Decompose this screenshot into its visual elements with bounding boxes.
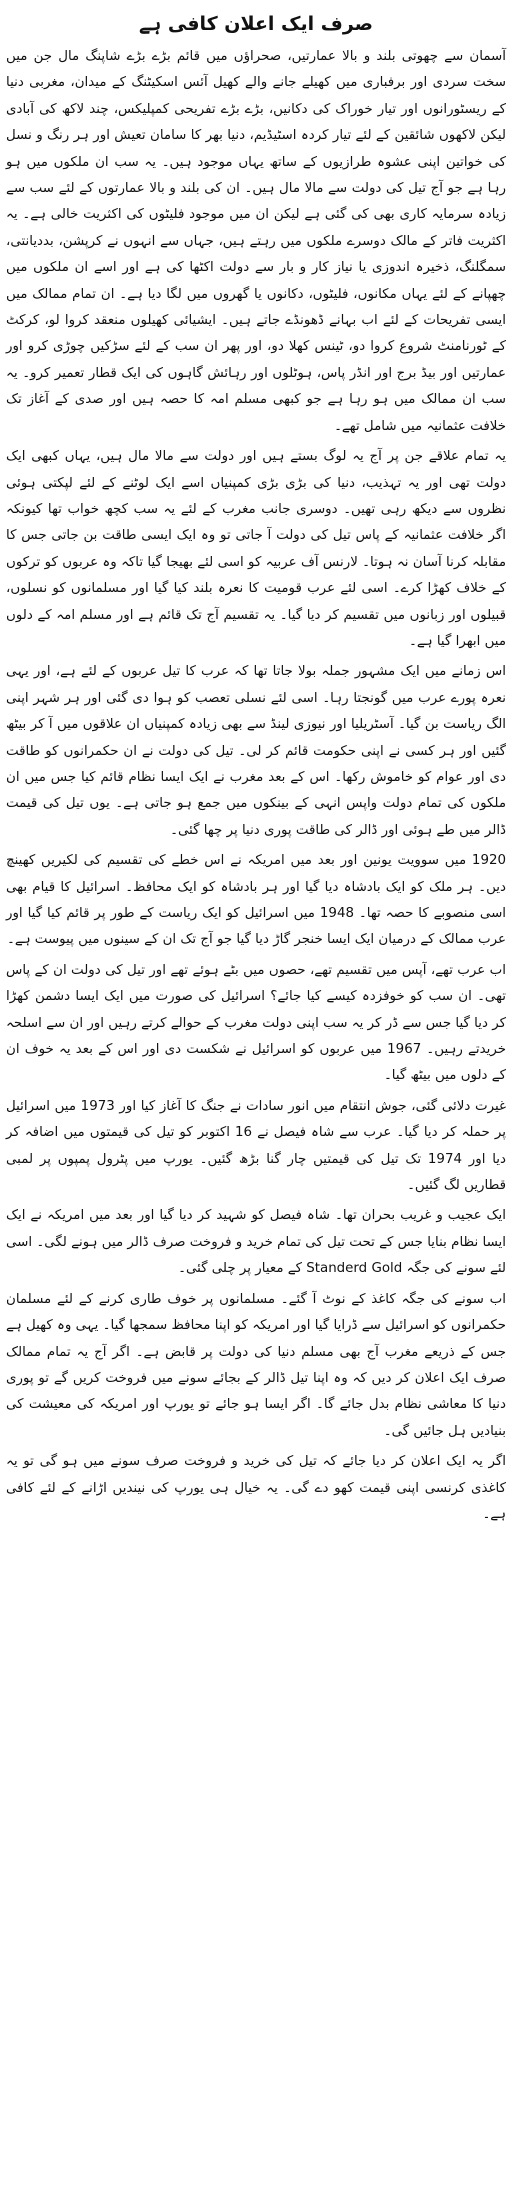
article-title: صرف ایک اعلان کافی ہے bbox=[138, 13, 374, 35]
article-paragraph: اب عرب تھے، آپس میں تقسیم تھے، حصوں میں بٹے ہوئے تھے اور تیل کی دولت ان کے پاس تھی۔ ان سب کو خوفزدہ کیسے کیا جائے؟ اسرائیل کی صورت میں ایک ایسا دشمن کھڑا کر دیا گیا جس سے ڈر کر یہ سب اپنی دولت مغرب کے حوالے کرتے رہیں اور ان سے اسلحہ خریدتے رہیں۔ 1967 میں عربوں کو اسرائیل نے شکست دی اور اس کے بعد یہ خوف ان کے دلوں میں بیٹھ گیا۔ bbox=[6, 962, 506, 1084]
article-paragraph: اس زمانے میں ایک مشہور جملہ بولا جاتا تھا کہ عرب کا تیل عربوں کے لئے ہے، اور یہی نعرہ پورے عرب میں گونجتا رہا۔ اسی لئے نسلی تعصب کو ہوا دی گئی اور ہر شہر اپنی الگ ریاست بن گیا۔ آسٹریلیا اور نیوزی لینڈ سے بھی زیادہ کمپنیاں ان علاقوں میں آ کر بیٹھ گئیں اور ہر کسی نے اپنی حکومت قائم کر لی۔ تیل کی دولت نے ان حکمرانوں کو طاقت دی اور عوام کو خاموش رکھا۔ اس کے بعد مغرب نے ایک ایسا نظام قائم کیا جس میں ان ملکوں کی تمام دولت واپس انہی کے بینکوں میں جمع ہو جاتی ہے۔ یوں تیل کی قیمت ڈالر میں طے ہوئی اور ڈالر کی طاقت پوری دنیا پر چھا گئی۔ bbox=[6, 664, 506, 838]
article-paragraph: اگر یہ ایک اعلان کر دیا جائے کہ تیل کی خرید و فروخت صرف سونے میں ہو گی تو یہ کاغذی کرنسی اپنی قیمت کھو دے گی۔ یہ خیال ہی یورپ کی نیندیں اڑانے کے لئے کافی ہے۔ bbox=[6, 1454, 506, 1522]
article-paragraph: ایک عجیب و غریب بحران تھا۔ شاہ فیصل کو شہید کر دیا گیا اور بعد میں امریکہ نے ایک ایسا نظام بنایا جس کے تحت تیل کی تمام خرید و فروخت صرف ڈالر میں ہونے لگی۔ اسی لئے سونے کی جگہ Standerd Gold کے معیار پر چلی گئی۔ bbox=[6, 1208, 506, 1277]
article-paragraph: یہ تمام علاقے جن پر آج یہ لوگ بستے ہیں اور دولت سے مالا مال ہیں، یہاں کبھی ایک دولت تھی اور یہ تہذیب، دنیا کی بڑی بڑی کمپنیاں اسے ایک لوٹنے کے لئے لپکتی ہوئی نظروں سے دیکھ رہی تھیں۔ دوسری جانب مغرب کے لئے یہ سب کچھ خواب تھا کیونکہ اگر خلافت عثمانیہ کے پاس تیل کی دولت آ جاتی تو وہ ایک ایسی طاقت بن جاتی جس کا مقابلہ کرنا آسان نہ ہوتا۔ لارنس آف عربیہ کو اسی لئے بھیجا گیا تاکہ وہ عربوں کو ترکوں کے خلاف کھڑا کرے۔ اسی لئے عرب قومیت کا نعرہ بلند کیا گیا اور مسلمانوں کو نسلوں، قبیلوں اور زبانوں میں تقسیم کر دیا گیا۔ یہ تقسیم آج تک قائم ہے اور مسلم امہ کے دلوں میں ابھرا گیا ہے۔ bbox=[6, 449, 506, 649]
article-body bbox=[6, 44, 506, 1528]
article-paragraph: غیرت دلائی گئی، جوش انتقام میں انور سادات نے جنگ کا آغاز کیا اور 1973 میں اسرائیل پر حملہ کر دیا گیا۔ عرب سے شاہ فیصل نے 16 اکتوبر کو تیل کی قیمتوں میں اضافہ کر دیا اور 1974 تک تیل کی قیمتیں چار گنا بڑھ گئیں۔ یورپ میں پٹرول پمپوں پر لمبی قطاریں لگ گئیں۔ bbox=[6, 1098, 506, 1194]
article-paragraph: اب سونے کی جگہ کاغذ کے نوٹ آ گئے۔ مسلمانوں پر خوف طاری کرنے کے لئے مسلمان حکمرانوں کو اسرائیل سے ڈرایا گیا اور امریکہ کو اپنا محافظ سمجھا گیا۔ یہی وہ کھیل ہے جس کے ذریعے مغرب آج بھی مسلم دنیا کی دولت پر قابض ہے۔ اگر آج یہ تمام ممالک صرف ایک اعلان کر دیں کہ وہ اپنا تیل ڈالر کے بجائے سونے میں فروخت کریں گے تو پوری دنیا کا معاشی نظام بدل جائے گا۔ اگر ایسا ہو جائے تو یورپ اور امریکہ کی معیشت کی بنیادیں ہل جائیں گی۔ bbox=[6, 1291, 506, 1439]
article-paragraph: آسمان سے چھوتی بلند و بالا عمارتیں، صحراؤں میں قائم بڑے بڑے شاپنگ مال جن میں سخت سردی اور برفباری میں کھیلے جانے والے کھیل آئس اسکیٹنگ کے میدان، مغربی دنیا کے ریسٹورانوں اور تیار خوراک کی دکانیں، بڑے بڑے تفریحی کمپلیکس، چند لاکھ کی آبادی لیکن لاکھوں شائقین کے لئے تیار کردہ اسٹیڈیم، دنیا بھر کا سامان تعیش اور ہر رنگ و نسل کی خواتین اپنی عشوہ طرازیوں کے ساتھ یہاں موجود ہیں۔ یہ سب ان ملکوں میں ہو رہا ہے جو آج تیل کی دولت سے مالا مال ہیں۔ ان کی بلند و بالا عمارتوں کے لئے سب سے زیادہ سرمایہ کاری بھی کی گئی ہے لیکن ان میں موجود فلیٹوں کی اکثریت خالی ہے۔ یہ اکثریت فاتر کے مالک دوسرے ملکوں میں رہتے ہیں، جہاں سے انہوں نے کرپشن، بددیانتی، سمگلنگ، ذخیرہ اندوزی یا نیاز کار و بار سے دولت اکٹھا کی ہے اور اسے ان ملکوں میں چھپانے کے لئے یہاں مکانوں، فلیٹوں، دکانوں یا گھروں میں لگا دیا ہے۔ ان تمام ممالک میں ایسی تفریحات کے لئے اب بہانے ڈھونڈے جاتے ہیں۔ ایشیائی کھیلوں منعقد کروا لو، کرکٹ کے ٹورنامنٹ شروع کروا دو، ٹینس کھلا دو، اور پھر ان سب کے لئے سڑکیں چوڑی کرو اور عمارتیں اور بیڈ برج اور انڈر پاس، ہوٹلوں اور رہائش گاہوں کی ایک قطار تعمیر کرو۔ یہ سب ان ممالک میں ہو رہا ہے جو کبھی مسلم امہ کا حصہ ہیں اور صدی کے آغاز تک خلافت عثمانیہ میں شامل تھے۔ bbox=[6, 49, 506, 434]
article-paragraph: 1920 میں سوویت یونین اور بعد میں امریکہ نے اس خطے کی تقسیم کی لکیریں کھینچ دیں۔ ہر ملک کو ایک بادشاہ دیا گیا اور ہر بادشاہ کو ایک محافظ۔ اسرائیل کا قیام بھی اسی منصوبے کا حصہ تھا۔ 1948 میں اسرائیل کو ایک ریاست کے طور پر قائم کیا گیا اور عرب ممالک کے درمیان ایک ایسا خنجر گاڑ دیا گیا جو آج تک ان کے سینوں میں پیوست ہے۔ bbox=[6, 853, 507, 948]
